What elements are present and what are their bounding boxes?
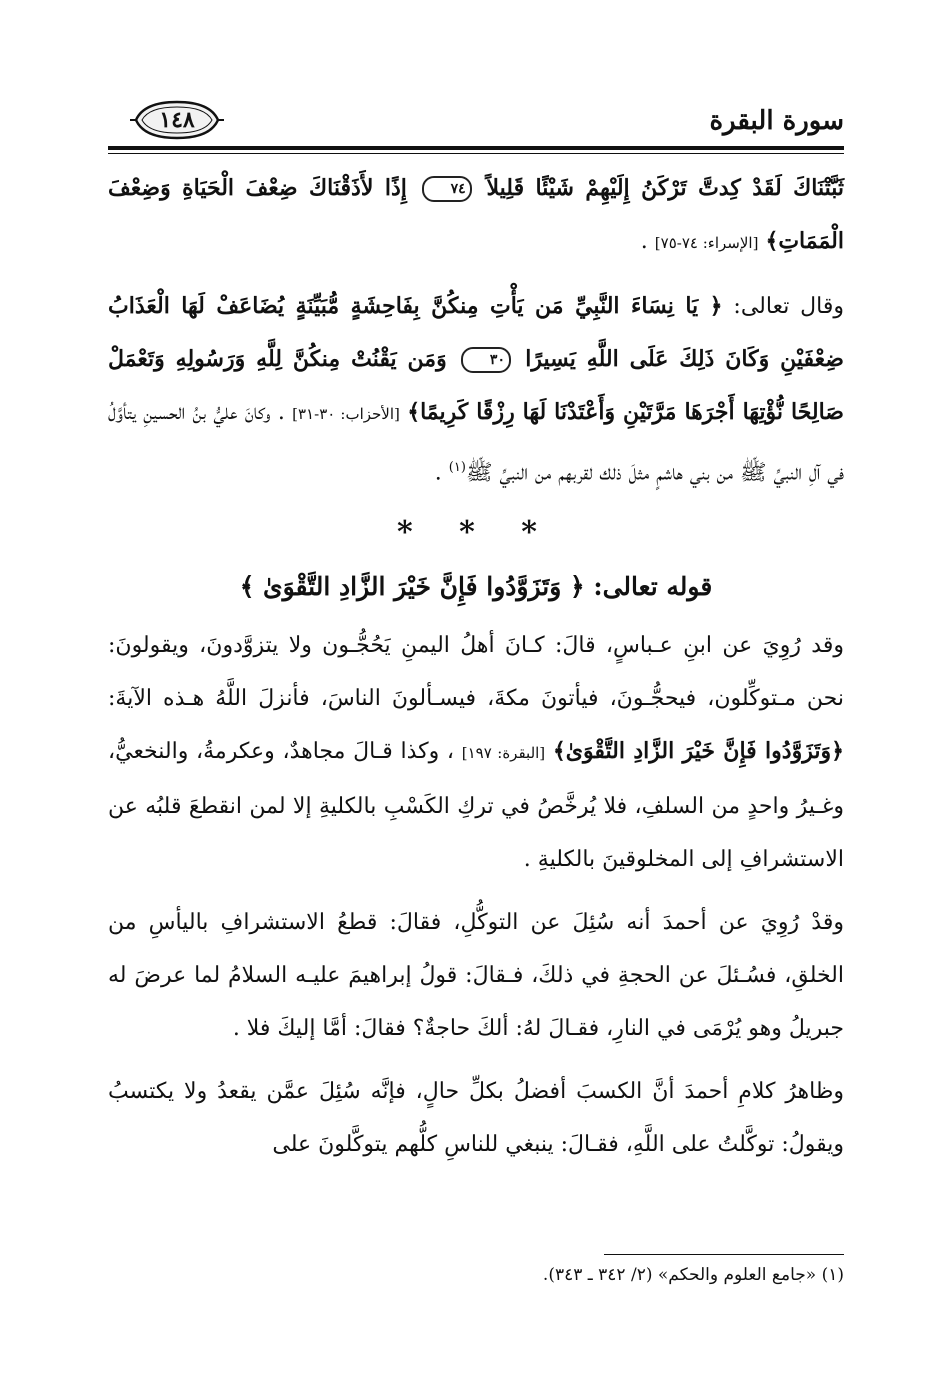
header-rule-thin xyxy=(108,153,844,154)
page-number-badge xyxy=(130,98,224,142)
punctuation: . xyxy=(640,229,655,254)
section-heading: قوله تعالى: ﴿ وَتَزَوَّدُوا فَإِنَّ خَيْرَ الزَّادِ التَّقْوَىٰ ﴾ xyxy=(239,572,713,602)
quran-verse: ﴿ يَا نِسَاءَ النَّبِيِّ مَن يَأْتِ مِنكُنَّ بِفَاحِشَةٍ مُّبَيِّنَةٍ يُضَاعَفْ لَهَا الْعَذَابُ ضِعْفَيْنِ وَكَانَ ذَلِكَ عَلَى اللَّهِ يَسِيرًا xyxy=(108,293,844,372)
verse-reference: [الإسراء: ٧٤-٧٥] xyxy=(654,234,759,252)
footnote: (١) «جامع العلوم والحكم» (٢/ ٣٤٢ ـ ٣٤٣). xyxy=(542,1265,844,1285)
page-number: ١٤٨ xyxy=(159,107,195,133)
body-text: وقال تعالى: xyxy=(722,294,844,319)
surah-title: سورة البقرة xyxy=(709,106,844,136)
quran-verse: وَمَن يَقْنُتْ مِنكُنَّ لِلَّهِ وَرَسُولِهِ وَتَعْمَلْ صَالِحًا نُّؤْتِهَا أَجْرَهَا مَرَّتَيْنِ وَأَعْتَدْنَا لَهَا رِزْقًا كَرِيمًا﴾ xyxy=(108,346,844,425)
section-divider-stars: * * * xyxy=(397,515,555,551)
verse-number-marker: ٣٠ xyxy=(461,347,511,373)
body-text: ، وكذا قـالَ مجاهدٌ، وعكرمةُ، والنخعيُّ، وغـيرُ واحدٍ من السلفِ، فلا يُرخَّصُ في تركِ الكَسْبِ بالكليةِ إلا لمن انقطعَ قلبُه عن الاستشرافِ إلى المخلوقينَ بالكليةِ . xyxy=(108,739,844,873)
body-text: وقد رُوِيَ عن ابنِ عـباسٍ، قالَ: كـانَ أهلُ اليمنِ يَحُجُّـون ولا يتزوَّدونَ، ويقولونَ: نحن مـتوكِّلون، فيحجُّـونَ، فيأتونَ مكةَ، فيسـألونَ الناسَ، فأنزلَ اللَّهُ هـذه الآيةَ: xyxy=(108,633,844,712)
paragraph-2 xyxy=(108,280,844,499)
quran-verse: ﴿وَتَزَوَّدُوا فَإِنَّ خَيْرَ الزَّادِ التَّقْوَىٰ﴾ xyxy=(552,738,844,765)
footnote-separator xyxy=(604,1254,844,1255)
footnote-marker[interactable]: (١) xyxy=(448,460,466,475)
header-rule-thick xyxy=(108,146,844,150)
verse-number-marker: ٧٤ xyxy=(422,176,472,202)
paragraph-1 xyxy=(108,162,844,270)
quran-verse: ثَبَّتْنَاكَ لَقَدْ كِدتَّ تَرْكَنُ إِلَيْهِمْ شَيْئًا قَلِيلاً xyxy=(486,175,845,201)
paragraph-5: وظاهرُ كلامِ أحمدَ أنَّ الكسبَ أفضلُ بكلِّ حالٍ، فإنَّه سُئِلَ عمَّن يقعدُ ولا يكتسبُ ويقولُ: توكَّلتُ على اللَّهِ، فقـالَ: ينبغي للناسِ كلُّهم يتوكَّلونَ على xyxy=(108,1079,844,1158)
quran-verse: إِذًا لأَذَقْنَاكَ ضِعْفَ الْحَيَاةِ وَضِعْفَ الْمَمَاتِ﴾ xyxy=(108,175,844,254)
verse-reference: [الأحزاب: ٣٠-٣١] xyxy=(292,405,400,423)
page-header xyxy=(108,92,844,152)
paragraph-4: وقدْ رُوِيَ عن أحمدَ أنه سُئِلَ عن التوكُّلِ، فقالَ: قطعُ الاستشرافِ باليأسِ من الخلقِ، فسُـئلَ عن الحجةِ في ذلكَ، فـقالَ: قولُ إبراهيمَ عليـه السلامُ لما عرضَ له جبريلُ وهو يُرْمَى في النارِ، فقـالَ لهُ: ألكَ حاجةٌ؟ فقالَ: أمَّا إليكَ فلا . xyxy=(108,910,844,1042)
page-body xyxy=(108,162,844,1171)
verse-reference: [البقرة: ١٩٧] xyxy=(461,744,546,763)
punctuation: . xyxy=(434,460,449,486)
body-text: . وكانَ عليُّ بنُ الحسينِ يتأوَّلُ في آلِ النبيِّ ﷺ من بني هاشمٍ مثلَ ذلك لقربهم من النبيِّ ﷺ xyxy=(108,400,844,486)
paragraph-3 xyxy=(108,619,844,886)
